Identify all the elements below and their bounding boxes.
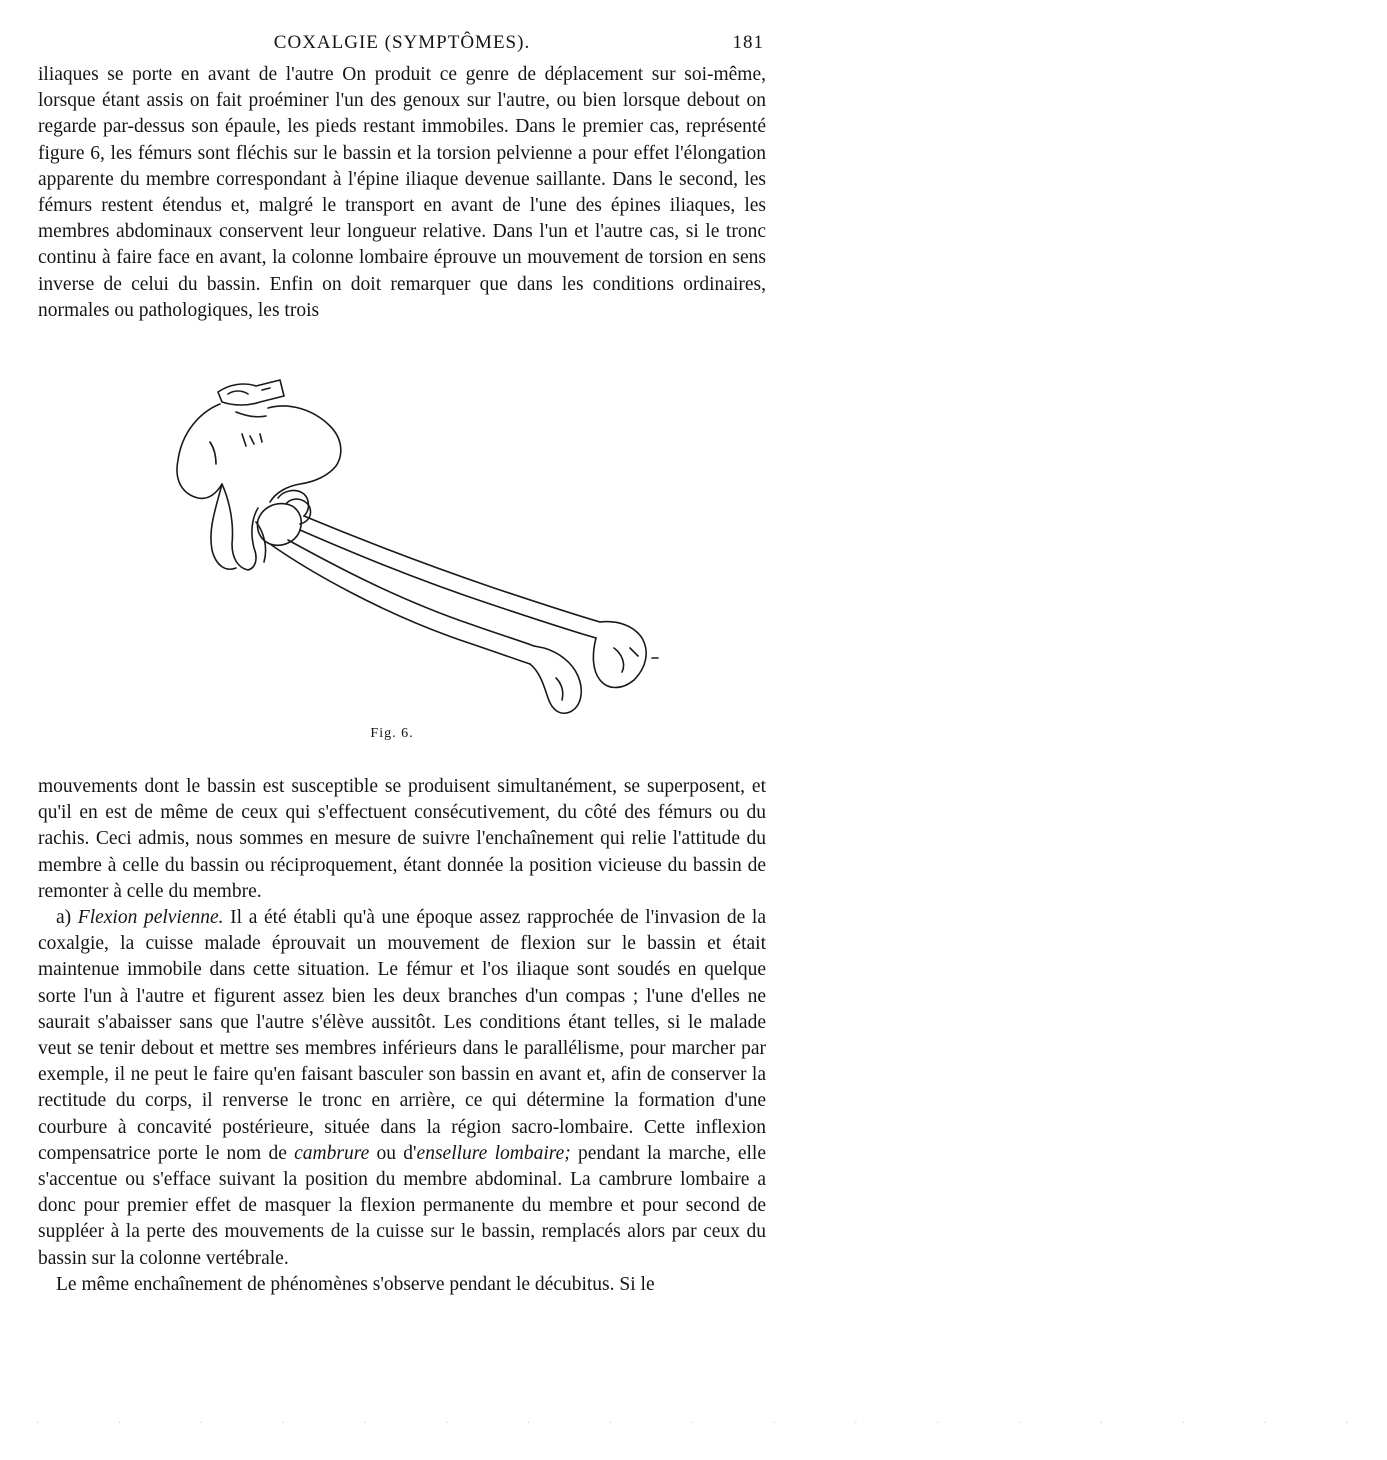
section-a-label: a) [56,907,78,929]
section-a-text-1: Il a été établi qu'à une époque assez rapprochée de l'invasion de la coxalgie, la cuisse malade éprouvait un mouvement de flexion sur le bassin et était maintenue immobile dans cette situation. Le fémur et l'os iliaque sont soudés en quelque sorte l'un à l'autre et figurent assez bien les deux branches d'un compas ; l'une d'elles ne saurait s'abaisser sans que l'autre s'élève aussitôt. Les conditions étant telles, si le malade veut se tenir debout et mettre ses membres inférieurs dans le parallélisme, pour marcher par exemple, il ne peut le faire qu'en faisant basculer son bassin en avant et, afin de conserver la rectitude du corps, il renverse le tronc en arrière, ce qui détermine la formation d'une courbure à concavité postérieure, située dans la région sacro-lombaire. Cette inflexion compensatrice porte le nom de [38,907,767,1164]
section-a-heading: Flexion pelvienne. [77,907,224,929]
running-title: COXALGIE (SYMPTÔMES). [273,32,531,53]
section-a-text-3: pendant la marche, elle s'accentue ou s'efface suivant la position du membre abdominal. La cambrure lombaire a donc pour premier effet de masquer la flexion permanente du membre et pour second de suppléer à la perte des mouvements de la cuisse sur le bassin, remplacés alors par ceux du bassin sur la colonne vertébrale. [38,1142,766,1269]
figure-caption-text: Fig. 6. [370,726,414,741]
femur-condyle-lower [530,646,581,713]
paragraph-section-a [38,905,766,1272]
femur-shaft-lower-back [288,540,534,646]
paragraph-last: Le même enchaînement de phénomènes s'observe pendant le décubitus. Si le [56,1273,655,1295]
paragraph-continued: mouvements dont le bassin est susceptible se produisent simultanément, se superposent, et qu'il en est de même de ceux qui s'effectuent consécutivement, du côté des fémurs ou du rachis. Ceci admis, nous sommes en mesure de suivre l'enchaînement qui relie l'attitude du membre à celle du bassin ou réciproquement, étant donnée la position vicieuse du bassin de remonter à celle du membre. [38,776,766,902]
femur-condyle-upper-detail [614,648,638,672]
iliac-wing-right [268,406,341,502]
paragraph-top: iliaques se porte en avant de l'autre On produit ce genre de déplacement sur soi-même, lorsque étant assis on fait proéminer l'un des genoux sur l'autre, ou bien lorsque debout on regarde par-dessus son épaule, les pieds restant immobiles. Dans le premier cas, représenté figure 6, les fémurs sont fléchis sur le bassin et la torsion pelvienne a pour effet l'élongation apparente du membre correspondant à l'épine iliaque devenue saillante. Dans le second, les fémurs restent étendus et, malgré le transport en avant de l'une des épines iliaques, les membres abdominaux conservent leur longueur relative. Dans l'un et l'autre cas, si le tronc continu à faire face en avant, la colonne lombaire éprouve un mouvement de torsion en sens inverse de celui du bassin. Enfin on doit remarquer que dans les conditions ordinaires, normales ou pathologiques, les trois [38,64,766,321]
figure-pelvis-femurs [160,372,660,724]
iliac-crest-inner [210,412,266,464]
iliac-wing-left [177,404,258,570]
running-head [38,32,766,56]
femur-shaft-upper [300,530,596,638]
section-a-text-2: ou d' [369,1142,417,1164]
term-ensellure: ensellure lombaire; [416,1142,571,1164]
page-number: 181 [732,32,764,53]
pelvis-femur-illustration [160,372,660,724]
page-bottom-specks: · · · · · · · · · · · · · · · · · [36,1418,1387,1429]
femur-condyle-lower-detail [556,678,563,700]
femur-shaft-upper-back [304,516,600,622]
vertebra-outline [218,380,284,405]
term-cambrure: cambrure [294,1142,370,1164]
text-block-top [38,62,766,324]
figure-caption [0,726,800,742]
vertebra-detail [228,388,270,394]
text-block-bottom [38,774,766,1298]
